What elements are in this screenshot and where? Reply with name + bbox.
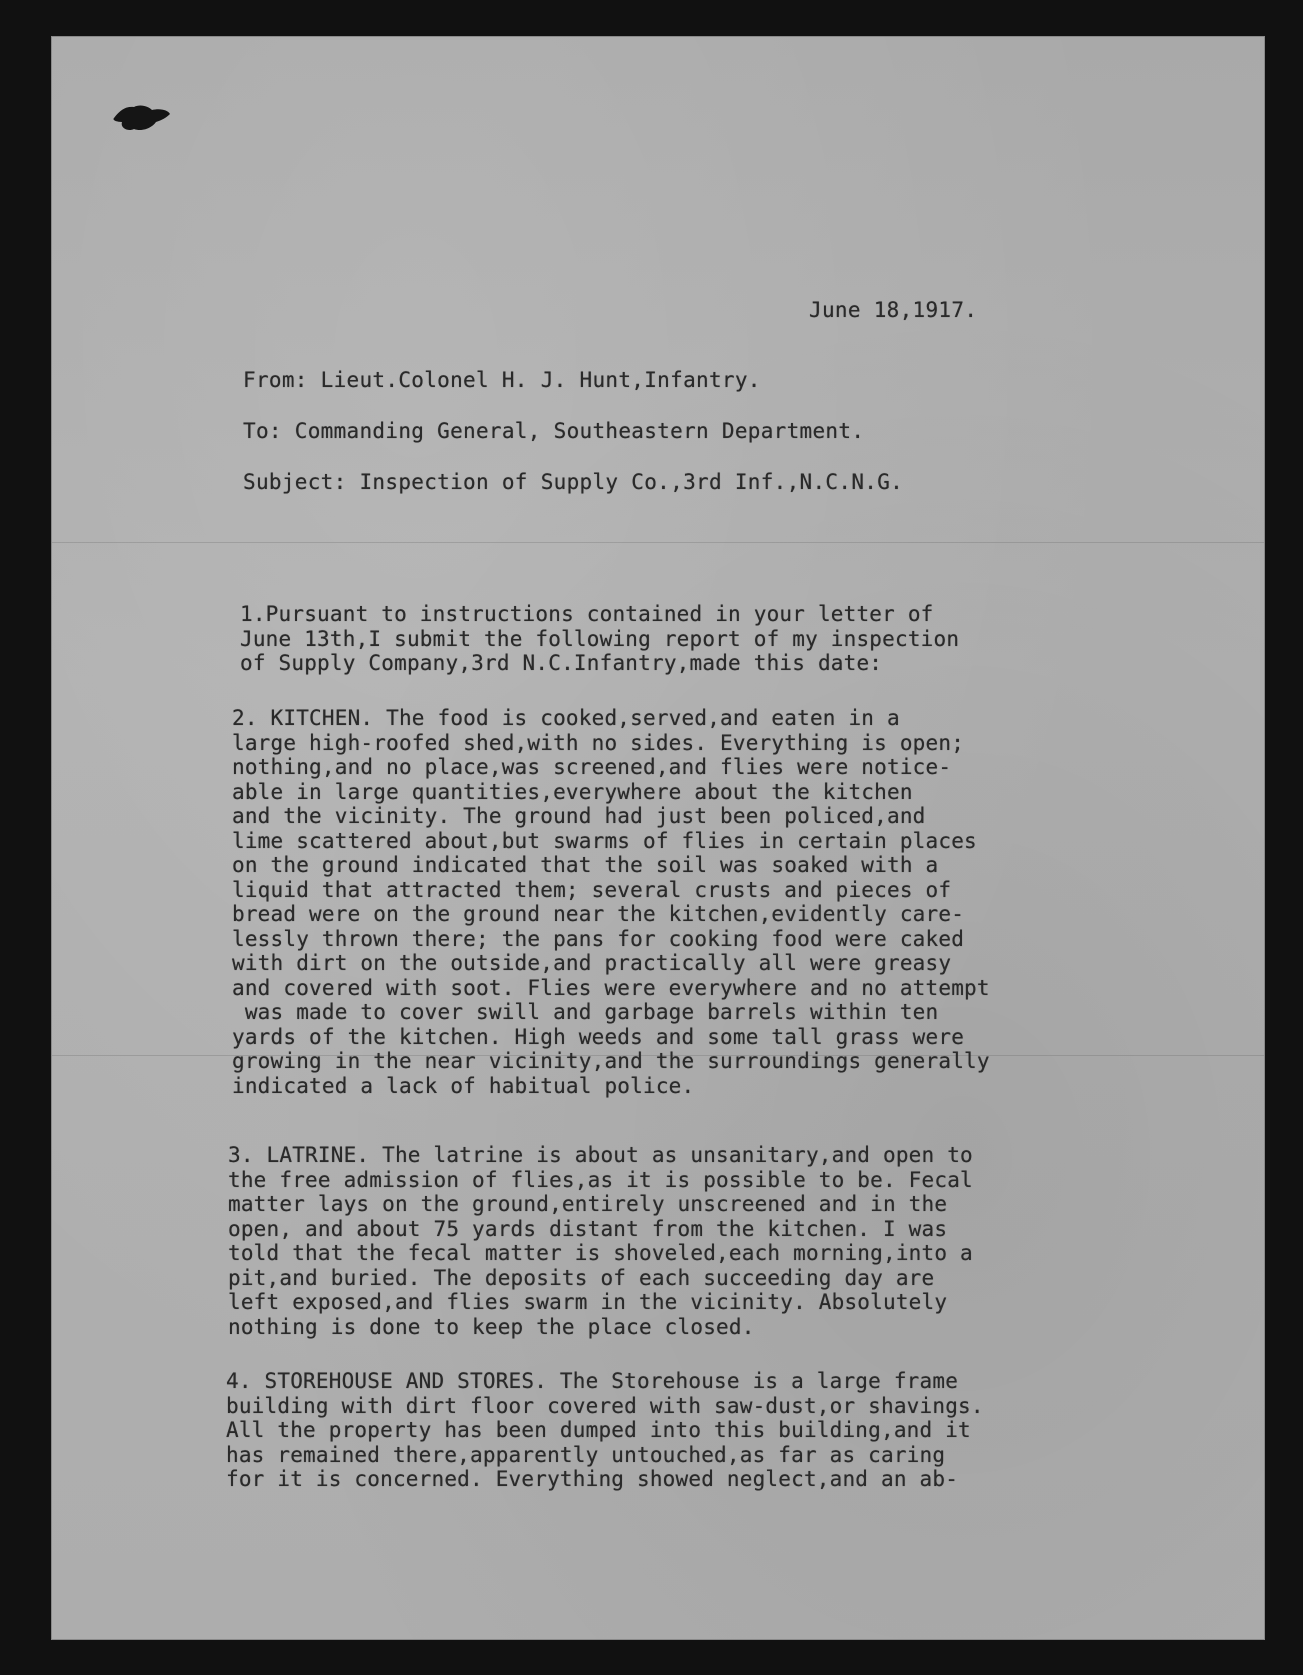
paragraph-line: 2. KITCHEN. The food is cooked,served,and eaten in a: [232, 706, 900, 730]
paragraph-line: lessly thrown there; the pans for cooking food were caked: [232, 926, 965, 951]
paragraph-line: bread were on the ground near the kitchen,evidently care-: [232, 902, 965, 926]
paragraph-line: All the property has been dumped into this building,and it: [226, 1418, 971, 1442]
paragraph-line: and covered with soot. Flies were everywhere and no attempt: [232, 975, 990, 1000]
paragraph-line: on the ground indicated that the soil was soaked with a: [232, 853, 939, 877]
paragraph-line: of Supply Company,3rd N.C.Infantry,made this date:: [240, 651, 883, 675]
paragraph-line: for it is concerned. Everything showed neglect,and an ab-: [226, 1467, 959, 1491]
paragraph-line: was made to cover swill and garbage barrels within ten: [232, 1000, 939, 1024]
paragraph-line: and the vicinity. The ground had just been policed,and: [232, 804, 926, 828]
paragraph-line: 1.Pursuant to instructions contained in your letter of: [240, 602, 934, 626]
paragraph-2-kitchen: [232, 706, 1212, 1098]
letter-date: June 18,1917.: [809, 298, 978, 322]
letter-to-line: To: Commanding General, Southeastern Department.: [243, 419, 865, 443]
paragraph-line: open, and about 75 yards distant from the kitchen. I was: [228, 1216, 948, 1241]
paragraph-line: matter lays on the ground,entirely unscreened and in the: [228, 1192, 948, 1216]
paragraph-line: 3. LATRINE. The latrine is about as unsanitary,and open to: [228, 1143, 973, 1167]
paragraph-3-latrine: [228, 1143, 1208, 1339]
letter-from-line: From: Lieut.Colonel H. J. Hunt,Infantry.: [243, 368, 761, 392]
paragraph-line: liquid that attracted them; several crusts and pieces of: [232, 877, 952, 902]
paragraph-line: told that the fecal matter is shoveled,each morning,into a: [228, 1241, 973, 1265]
ink-blot-mark: [112, 102, 172, 134]
paragraph-1-introduction: [240, 602, 1220, 676]
paragraph-line: left exposed,and flies swarm in the vicinity. Absolutely: [228, 1290, 948, 1314]
paragraph-line: nothing,and no place,was screened,and flies were notice-: [232, 755, 952, 779]
paragraph-line: building with dirt floor covered with saw-dust,or shavings.: [226, 1393, 984, 1418]
paragraph-line: yards of the kitchen. High weeds and some tall grass were: [232, 1024, 965, 1049]
paragraph-line: nothing is done to keep the place closed.: [228, 1314, 755, 1339]
letter-subject-line: Subject: Inspection of Supply Co.,3rd Inf.,N.C.N.G.: [243, 470, 904, 494]
paragraph-4-storehouse: [226, 1369, 1206, 1492]
paper-fold-line: [52, 542, 1264, 543]
paragraph-line: June 13th,I submit the following report of my inspection: [240, 626, 960, 651]
paragraph-line: large high-roofed shed,with no sides. Everything is open;: [232, 730, 965, 755]
paragraph-line: indicated a lack of habitual police.: [232, 1073, 695, 1098]
paragraph-line: the free admission of flies,as it is possible to be. Fecal: [228, 1167, 973, 1192]
paragraph-line: pit,and buried. The deposits of each succeeding day are: [228, 1265, 935, 1290]
document-page: [52, 37, 1264, 1639]
paragraph-line: able in large quantities,everywhere about the kitchen: [232, 779, 913, 804]
paragraph-line: growing in the near vicinity,and the surroundings generally: [232, 1049, 990, 1073]
paragraph-line: with dirt on the outside,and practically all were greasy: [232, 951, 952, 975]
paragraph-line: has remained there,apparently untouched,as far as caring: [226, 1442, 946, 1467]
paragraph-line: 4. STOREHOUSE AND STORES. The Storehouse is a large frame: [226, 1369, 959, 1393]
paragraph-line: lime scattered about,but swarms of flies in certain places: [232, 828, 977, 853]
